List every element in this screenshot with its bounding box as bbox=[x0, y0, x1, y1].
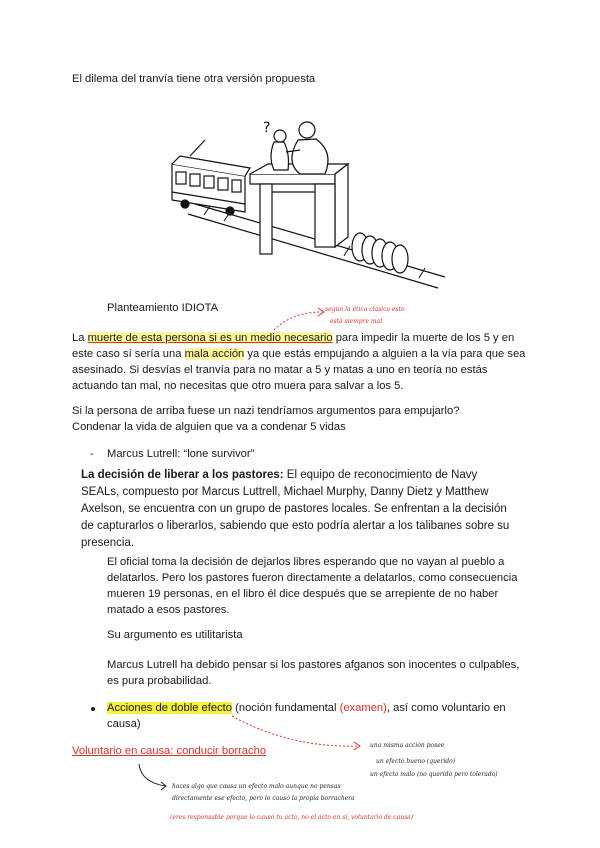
note-right-line1: una misma acción posee bbox=[370, 742, 445, 749]
planteamiento-label: Planteamiento IDIOTA bbox=[107, 302, 219, 314]
p2-line2: Condenar la vida de alguien que va a condenar 5 vidas bbox=[72, 421, 346, 433]
note-bottom-line1: haces algo que causa un efecto malo aunque no pensas bbox=[172, 783, 341, 790]
examen-mark: (examen) bbox=[339, 702, 387, 714]
paragraph-probabilidad bbox=[107, 657, 519, 689]
highlight-doble-efecto: Acciones de doble efecto bbox=[107, 702, 233, 714]
page-title: El dilema del tranvía tiene otra versión propuesta bbox=[72, 73, 316, 85]
p1-line3: asesinado. Si desvías el tranvía para no matar a 5 y matas a uno en teoría no estás bbox=[72, 364, 488, 376]
p3-line4: matado a esos pastores. bbox=[107, 604, 230, 616]
quote-block bbox=[81, 467, 509, 552]
bullet-dash: - bbox=[90, 448, 94, 460]
p3-line2: delatarlos. Pero los pastores fueron directamente a delatarlos, como consecuencia bbox=[107, 572, 518, 584]
paragraph-medio-necesario bbox=[72, 330, 542, 394]
bullet-marcus: Marcus Lutrell: “lone survivor” bbox=[107, 448, 255, 460]
p3-line1: El oficial toma la decisión de dejarlos libres esperando que no vayan al pueblo a bbox=[107, 556, 505, 568]
voluntario-en-causa bbox=[72, 744, 266, 759]
p1-line4: actuando tan mal, no necesitas que otro muera para salvar a los 5. bbox=[72, 380, 404, 392]
bullet2-post: , así como voluntario en bbox=[386, 702, 506, 714]
quote-line2: SEALs, compuesto por Marcus Luttrell, Michael Murphy, Danny Dietz y Matthew bbox=[81, 486, 489, 498]
p1-pre: La bbox=[72, 332, 88, 344]
p5-line2: es pura probabilidad. bbox=[107, 675, 212, 687]
p5-line1: Marcus Lutrell ha debido pensar si los pastores afganos son inocentes o culpables, bbox=[107, 659, 520, 671]
p1-mid: para impedir la muerte de los 5 y en bbox=[332, 332, 515, 344]
quote-line5: presencia. bbox=[81, 537, 135, 549]
note-top-line2: está siempre mal bbox=[330, 318, 383, 325]
paragraph-oficial bbox=[107, 554, 517, 618]
highlight-mala-accion: mala acción bbox=[184, 348, 245, 360]
note-bottom-line2: directamente ese efecto, pero lo causó la propia borrachera bbox=[172, 795, 355, 802]
note-right-line2: un efecto bueno (querido) bbox=[376, 758, 456, 765]
note-bottom-line3: (eres responsable porque lo causó tu acto, no el acto en sí, voluntario de causa) bbox=[170, 814, 414, 821]
quote-line3: Axelson, se encuentra con un grupo de pastores locales. Se enfrentan a la decisión bbox=[81, 503, 507, 515]
voluntario-text: Voluntario en causa: conducir borracho bbox=[72, 745, 267, 757]
note-top-line1: según la ética clásica esto bbox=[325, 306, 405, 313]
svg-text:?: ? bbox=[263, 120, 271, 136]
note-right-line3: un efecto malo (no querido pero tolerado) bbox=[370, 771, 498, 778]
quote-line4: de capturarlos o liberarlos, sabiendo que esto podría alertar a los talibanes sobre su bbox=[81, 520, 510, 532]
quote-line1: El equipo de reconocimiento de Navy bbox=[283, 469, 478, 481]
highlight-medio-necesario: muerte de esta persona si es un medio necesario bbox=[87, 332, 333, 344]
p1-line2-post: ya que estás empujando a alguien a la vía para que sea bbox=[244, 348, 526, 360]
paragraph-utilitarista: Su argumento es utilitarista bbox=[107, 629, 243, 641]
bullet-dot bbox=[91, 707, 95, 711]
trolley-illustration bbox=[150, 112, 450, 292]
p1-line2-pre: este caso sí sería una bbox=[72, 348, 185, 360]
bullet2-line2: causa) bbox=[107, 718, 141, 730]
paragraph-nazi bbox=[72, 403, 459, 435]
black-arrow-note bbox=[135, 762, 175, 792]
p2-line1: Si la persona de arriba fuese un nazi tendríamos argumentos para empujarlo? bbox=[72, 405, 460, 417]
bullet2-mid: (noción fundamental bbox=[232, 702, 340, 714]
p3-line3: mueren 19 personas, en el libro él dice después que se arrepiente de no haber bbox=[107, 588, 499, 600]
quote-heading: La decisión de liberar a los pastores: bbox=[81, 469, 284, 481]
